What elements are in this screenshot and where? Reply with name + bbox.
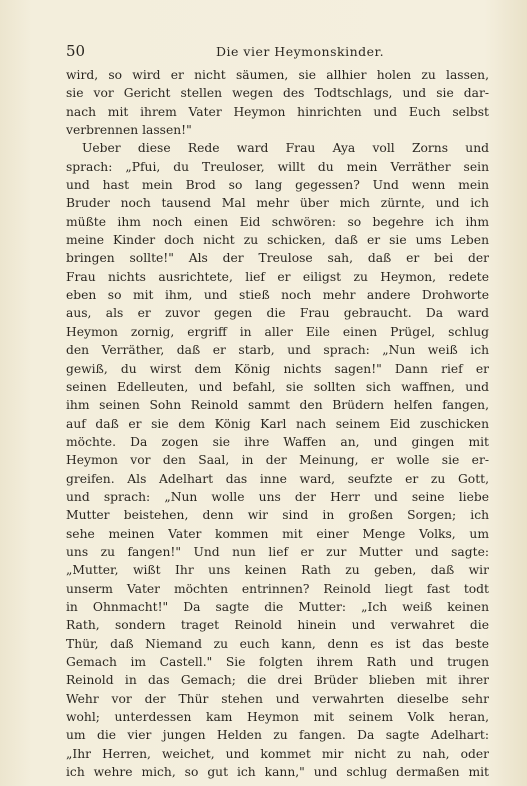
text-line: meine Kinder doch nicht zu schicken, daß er sie ums Leben: [66, 233, 489, 248]
text-line: sehe meinen Vater kommen mit einer Menge Volks, um: [66, 526, 489, 541]
text-line: nach mit ihrem Vater Heymon hinrichten und Euch selbst: [66, 104, 489, 119]
text-line: Heymon zornig, ergriff in aller Eile einen Prügel, schlug: [66, 324, 489, 339]
text-line: eben so mit ihm, und stieß noch mehr andere Drohworte: [66, 288, 489, 303]
text-line: um die vier jungen Helden zu fangen. Da sagte Adelhart:: [66, 728, 489, 743]
text-line: Gemach im Castell." Sie folgten ihrem Rath und trugen: [66, 655, 489, 669]
text-line: ihm seinen Sohn Reinold sammt den Brüdern helfen fangen,: [66, 398, 489, 413]
text-line: Mutter beistehen, denn wir sind in großen Sorgen; ich: [66, 508, 489, 523]
text-line: den Verräther, daß er starb, und sprach: „Nun weiß ich: [66, 343, 489, 358]
text-line: bringen sollte!" Als der Treulose sah, daß er bei der: [66, 251, 489, 266]
text-line: seinen Edelleuten, und befahl, sie sollten sich waffnen, und: [66, 379, 489, 394]
text-line: möchte. Da zogen sie ihre Waffen an, und gingen mit: [66, 434, 489, 449]
text-line: sie vor Gericht stellen wegen des Todtschlags, und sie dar-: [66, 86, 489, 101]
text-line: und hast mein Brod so lang gegessen? Und wenn mein: [66, 178, 489, 193]
text-line: sprach: „Pfui, du Treuloser, willt du mein Verräther sein: [66, 159, 489, 174]
text-line: Frau nichts ausrichtete, lief er eiligst zu Heymon, redete: [66, 269, 489, 284]
text-line: ich wehre mich, so gut ich kann," und schlug dermaßen mit: [66, 765, 489, 780]
text-line: müßte ihm noch einen Eid schwören: so begehre ich ihm: [66, 214, 489, 229]
text-line: Rath, sondern traget Reinold hinein und verwahret die: [66, 618, 489, 633]
text-line: Ueber diese Rede ward Frau Aya voll Zorns und: [82, 141, 489, 156]
text-line: wird, so wird er nicht säumen, sie allhier holen zu lassen,: [66, 68, 489, 82]
text-line: auf daß er sie dem König Karl nach seinem Eid zuschicken: [66, 416, 489, 431]
text-line: Heymon vor den Saal, in der Meinung, er wolle sie er-: [66, 453, 489, 468]
text-line: wohl; unterdessen kam Heymon mit seinem Volk heran,: [66, 710, 489, 725]
text-line: uns zu fangen!" Und nun lief er zur Mutter und sagte:: [66, 544, 489, 559]
text-line: Thür, daß Niemand zu euch kann, denn es ist das beste: [66, 636, 489, 651]
page-number: 50: [66, 42, 86, 60]
text-line: greifen. Als Adelhart das inne ward, seufzte er zu Gott,: [66, 471, 489, 486]
text-line: unserm Vater möchten entrinnen? Reinold liegt fast todt: [66, 581, 489, 596]
page-header: [66, 42, 489, 62]
text-line: in Ohnmacht!" Da sagte die Mutter: „Ich weiß keinen: [66, 599, 489, 614]
text-line: verbrennen lassen!": [66, 123, 192, 138]
text-line: „Ihr Herren, weichet, und kommet mir nicht zu nah, oder: [66, 746, 489, 761]
text-line: und sprach: „Nun wolle uns der Herr und seine liebe: [66, 489, 489, 504]
text-line: gewiß, du wirst dem König nichts sagen!" Dann rief er: [66, 361, 489, 376]
text-line: Wehr vor der Thür stehen und verwahrten dieselbe sehr: [66, 691, 489, 706]
body-text: [66, 66, 489, 781]
text-line: aus, als er zuvor gegen die Frau gebraucht. Da ward: [66, 306, 489, 321]
running-title: Die vier Heymonskinder.: [216, 44, 385, 59]
text-line: „Mutter, wißt Ihr uns keinen Rath zu geben, daß wir: [66, 563, 489, 578]
text-line: Reinold in das Gemach; die drei Brüder blieben mit ihrer: [66, 673, 489, 688]
text-line: Bruder noch tausend Mal mehr über mich zürnte, und ich: [66, 196, 489, 211]
